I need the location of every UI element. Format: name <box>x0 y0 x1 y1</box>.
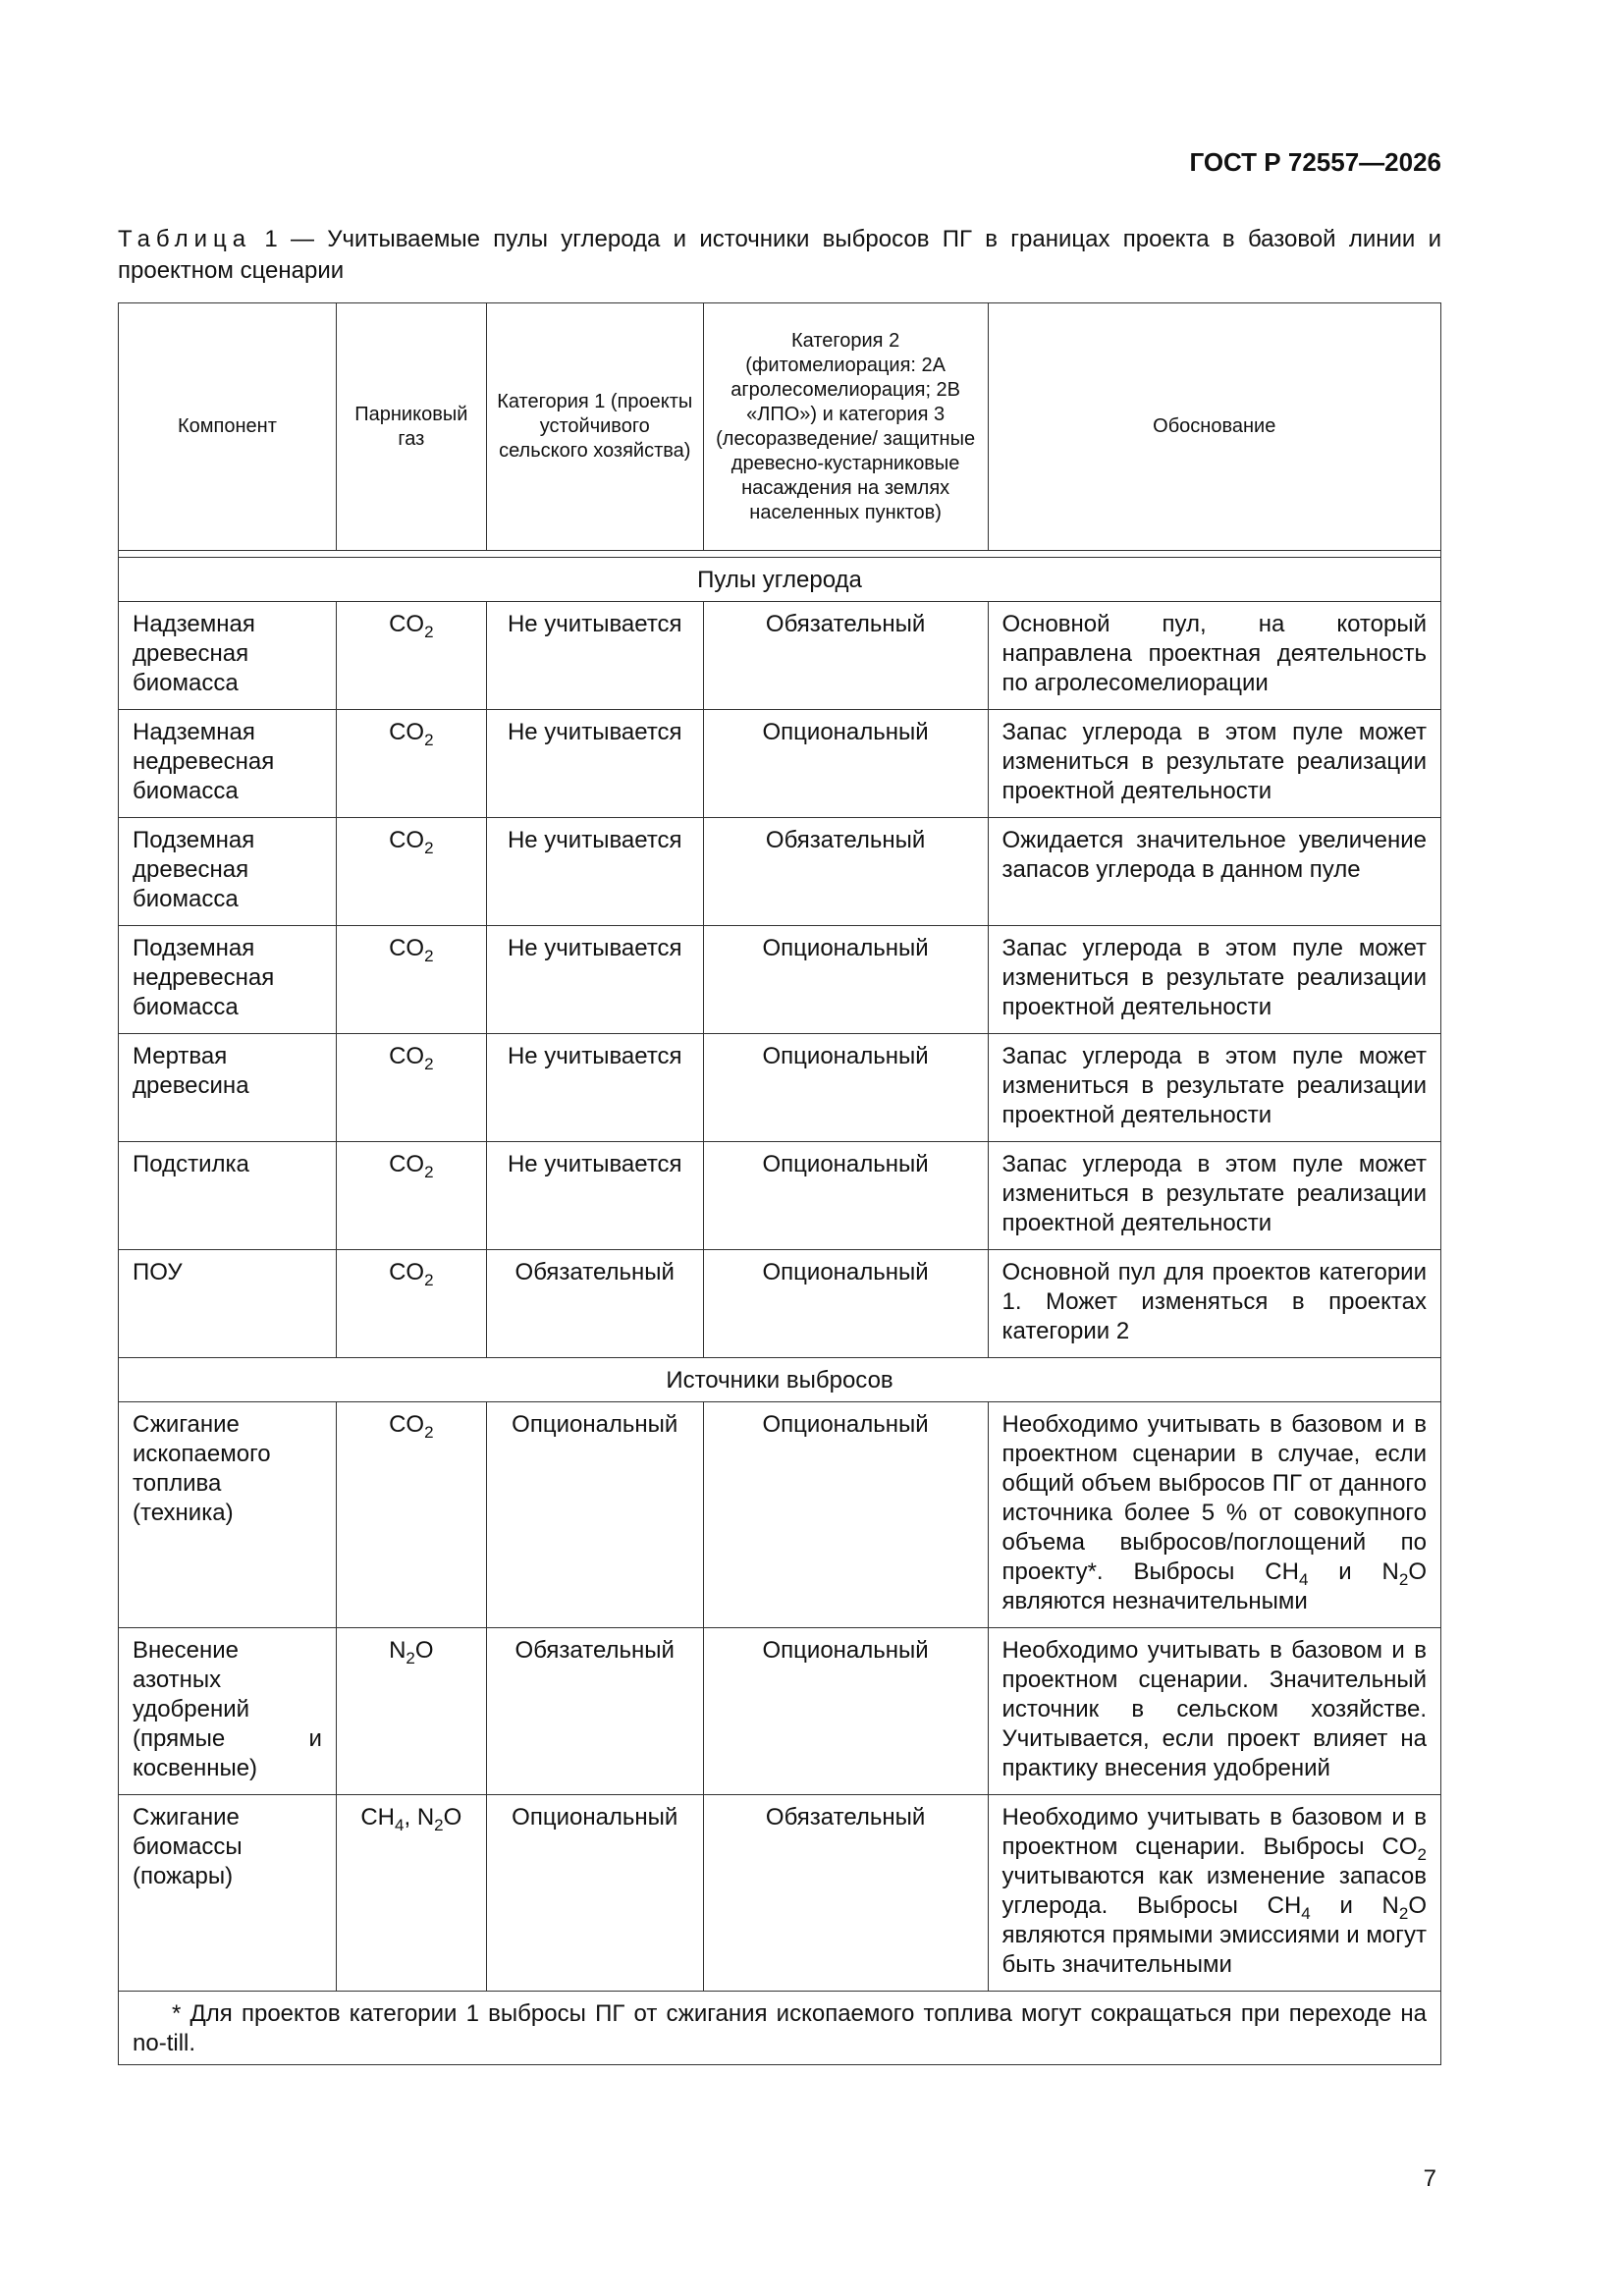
cell-category-1: Обязательный <box>486 1628 703 1795</box>
section-carbon-pools: Пулы углерода <box>119 558 1441 602</box>
cell-category-1: Не учитывается <box>486 926 703 1034</box>
header-category-2-3: Категория 2 (фитомелиорация: 2А агролесомелиорация; 2В «ЛПО») и категория 3 (лесоразведение/ защитные древесно-кустарниковые насаждения на землях населенных пунктов) <box>703 303 988 551</box>
cell-gas: $CO_2$ <box>336 602 486 710</box>
table-caption <box>118 224 1441 287</box>
caption-label: Таблица <box>118 226 252 252</box>
cell-justification: Запас углерода в этом пуле может измениться в результате реализации проектной деятельности <box>988 710 1440 818</box>
cell-justification: Необходимо учитывать в базовом и в проектном сценарии в случае, если общий объем выбросов ПГ от данного источника более 5 % от совокупного объема выбросов/поглощений по проекту*. Выбросы $CH_4$ и $N_2O$ являются незначительными <box>988 1402 1440 1628</box>
cell-gas: $CO_2$ <box>336 1402 486 1628</box>
table-row <box>119 710 1441 818</box>
cell-category-2-3: Обязательный <box>703 602 988 710</box>
cell-component: Подстилка <box>119 1142 337 1250</box>
cell-component: Внесение азотных удобрений (прямые и косвенные) <box>119 1628 337 1795</box>
cell-gas: $CO_2$ <box>336 1034 486 1142</box>
cell-component: Сжигание ископаемого топлива (техника) <box>119 1402 337 1628</box>
cell-category-1: Обязательный <box>486 1250 703 1358</box>
cell-category-1: Опциональный <box>486 1795 703 1992</box>
footnote-row <box>119 1992 1441 2065</box>
caption-text: 1 — Учитываемые пулы углерода и источники выбросов ПГ в границах проекта в базовой линии и проектном сценарии <box>118 226 1441 284</box>
cell-justification: Основной пул для проектов категории 1. Может изменяться в проектах категории 2 <box>988 1250 1440 1358</box>
table-row <box>119 1628 1441 1795</box>
cell-component: Надземная древесная биомасса <box>119 602 337 710</box>
cell-component: Сжигание биомассы (пожары) <box>119 1795 337 1992</box>
cell-gas: $CO_2$ <box>336 926 486 1034</box>
cell-category-2-3: Опциональный <box>703 710 988 818</box>
section-emission-sources: Источники выбросов <box>119 1358 1441 1402</box>
cell-justification: Необходимо учитывать в базовом и в проектном сценарии. Выбросы $CO_2$ учитываются как изменение запасов углерода. Выбросы $CH_4$ и $N_2O$ являются прямыми эмиссиями и могут быть значительными <box>988 1795 1440 1992</box>
table-row <box>119 1142 1441 1250</box>
cell-category-2-3: Обязательный <box>703 1795 988 1992</box>
cell-category-1: Не учитывается <box>486 602 703 710</box>
table-row <box>119 926 1441 1034</box>
header-separator <box>119 551 1441 558</box>
cell-category-1: Не учитывается <box>486 1142 703 1250</box>
cell-component: Подземная древесная биомасса <box>119 818 337 926</box>
cell-gas: $CH_4$, $N_2O$ <box>336 1795 486 1992</box>
cell-justification: Ожидается значительное увеличение запасов углерода в данном пуле <box>988 818 1440 926</box>
table-row <box>119 1795 1441 1992</box>
table-footnote: * Для проектов категории 1 выбросы ПГ от сжигания ископаемого топлива могут сокращаться при переходе на no-till. <box>119 1992 1441 2065</box>
cell-component: Мертвая древесина <box>119 1034 337 1142</box>
cell-component: Подземная недревесная биомасса <box>119 926 337 1034</box>
cell-component: Надземная недревесная биомасса <box>119 710 337 818</box>
table-row <box>119 1402 1441 1628</box>
cell-justification: Запас углерода в этом пуле может измениться в результате реализации проектной деятельности <box>988 1142 1440 1250</box>
cell-category-1: Не учитывается <box>486 1034 703 1142</box>
gost-table <box>118 302 1441 2065</box>
table-header-row <box>119 303 1441 551</box>
header-category-1: Категория 1 (проекты устойчивого сельского хозяйства) <box>486 303 703 551</box>
cell-gas: $CO_2$ <box>336 818 486 926</box>
cell-category-1: Не учитывается <box>486 818 703 926</box>
header-justification: Обоснование <box>988 303 1440 551</box>
cell-category-2-3: Опциональный <box>703 1402 988 1628</box>
cell-gas: $CO_2$ <box>336 1250 486 1358</box>
document-code: ГОСТ Р 72557—2026 <box>1189 147 1441 177</box>
cell-category-2-3: Опциональный <box>703 1034 988 1142</box>
cell-category-2-3: Опциональный <box>703 1628 988 1795</box>
table-row <box>119 602 1441 710</box>
section-row <box>119 558 1441 602</box>
cell-gas: $N_2O$ <box>336 1628 486 1795</box>
cell-category-2-3: Опциональный <box>703 1250 988 1358</box>
header-gas: Парниковый газ <box>336 303 486 551</box>
cell-justification: Запас углерода в этом пуле может измениться в результате реализации проектной деятельности <box>988 926 1440 1034</box>
table-row <box>119 1250 1441 1358</box>
cell-justification: Необходимо учитывать в базовом и в проектном сценарии. Значительный источник в сельском хозяйстве. Учитывается, если проект влияет на практику внесения удобрений <box>988 1628 1440 1795</box>
table-row <box>119 1034 1441 1142</box>
cell-category-2-3: Опциональный <box>703 1142 988 1250</box>
section-row <box>119 1358 1441 1402</box>
table-row <box>119 818 1441 926</box>
cell-gas: $CO_2$ <box>336 1142 486 1250</box>
cell-gas: $CO_2$ <box>336 710 486 818</box>
cell-category-1: Не учитывается <box>486 710 703 818</box>
cell-category-1: Опциональный <box>486 1402 703 1628</box>
cell-category-2-3: Обязательный <box>703 818 988 926</box>
cell-component: ПОУ <box>119 1250 337 1358</box>
header-component: Компонент <box>119 303 337 551</box>
page-number: 7 <box>1423 2165 1436 2192</box>
cell-justification: Запас углерода в этом пуле может измениться в результате реализации проектной деятельности <box>988 1034 1440 1142</box>
cell-category-2-3: Опциональный <box>703 926 988 1034</box>
cell-justification: Основной пул, на который направлена проектная деятельность по агролесомелиорации <box>988 602 1440 710</box>
